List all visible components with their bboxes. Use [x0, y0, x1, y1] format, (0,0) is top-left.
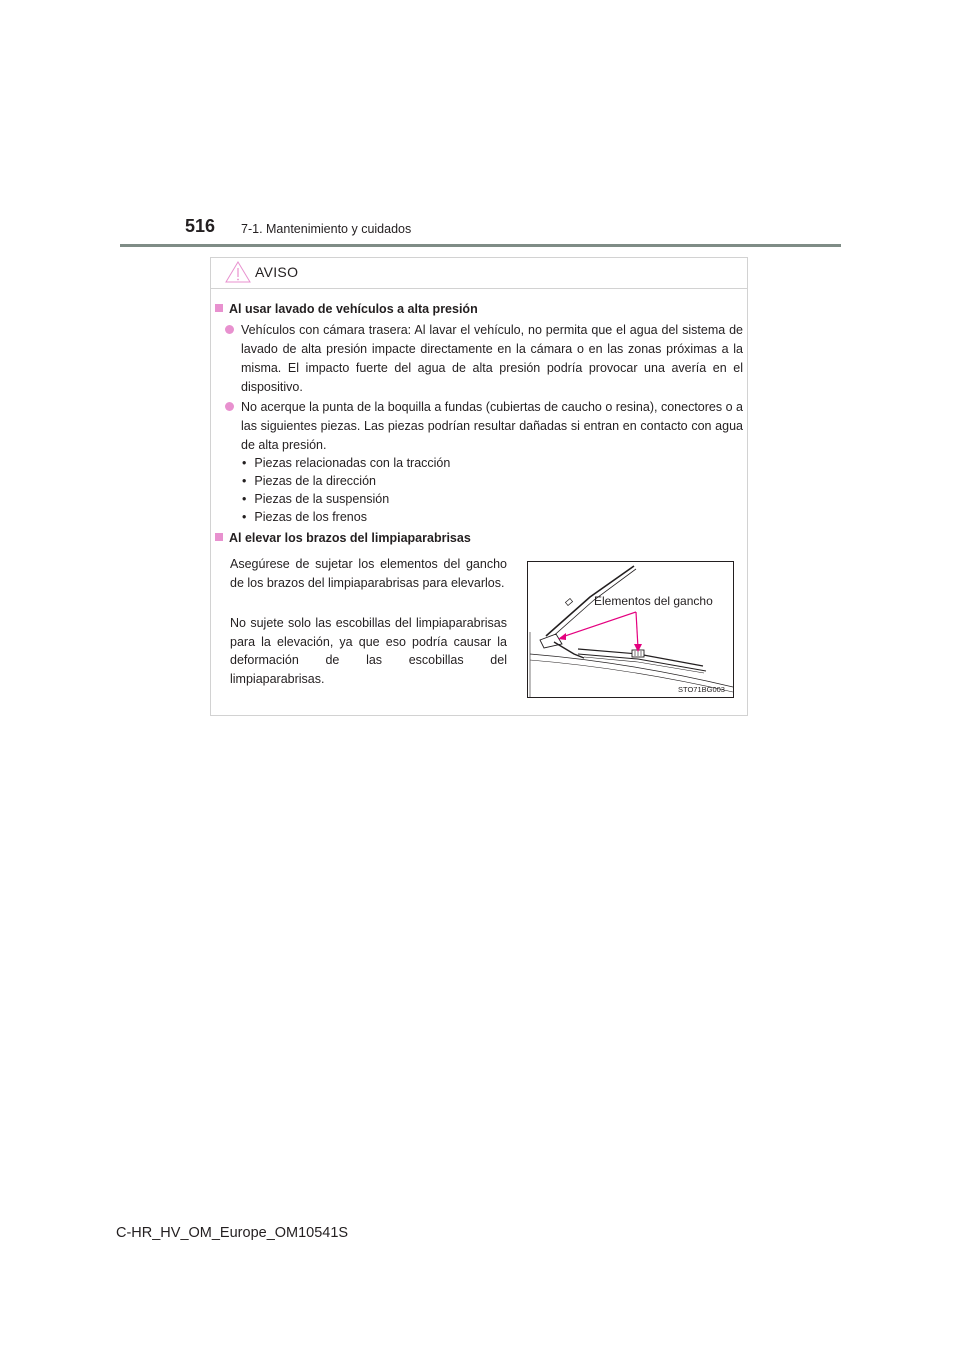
warning-label: AVISO	[255, 264, 299, 280]
figure-code: STO71BG003	[678, 685, 725, 694]
bullet-text: No acerque la punta de la boquilla a fundas (cubiertas de caucho o resina), conectores o a las siguientes piezas. Las piezas podrían resultar dañadas si entran en contacto con agua de alta presión.	[241, 400, 743, 452]
figure-callout: Elementos del gancho	[594, 594, 713, 608]
bullet-nozzle	[225, 398, 743, 455]
list-item: • Piezas de los frenos	[242, 508, 450, 526]
list-item: • Piezas de la suspensión	[242, 490, 450, 508]
warning-triangle-icon	[225, 261, 251, 288]
wiper-paragraph-1: Asegúrese de sujetar los elementos del gancho de los brazos del limpiaparabrisas para elevarlos.	[230, 557, 507, 590]
heading-square-icon	[215, 304, 223, 312]
heading-text: Al elevar los brazos del limpiaparabrisas	[229, 531, 471, 545]
bullet-dot-icon	[225, 325, 234, 334]
wiper-illustration	[528, 562, 733, 697]
list-item: • Piezas de la dirección	[242, 472, 450, 490]
warning-box	[210, 257, 748, 716]
section-heading-wiper	[215, 531, 471, 545]
footer-document-id: C-HR_HV_OM_Europe_OM10541S	[116, 1225, 349, 1241]
bullet-text: Vehículos con cámara trasera: Al lavar el vehículo, no permita que el agua del sistema de lavado de alta presión impacte directamente en la cámara o en las zonas próximas a la misma. El impacto fuerte del agua de alta presión podría provocar una avería en el dispositivo.	[241, 323, 743, 394]
warning-header	[211, 258, 747, 289]
wiper-paragraph-2: No sujete solo las escobillas del limpiaparabrisas para la elevación, ya que eso podría causar la deformación de las escobillas del limpiaparabrisas.	[230, 616, 507, 686]
bullet-dot-icon	[225, 402, 234, 411]
wiper-figure	[527, 561, 734, 698]
section-heading-pressure-wash	[215, 302, 478, 316]
heading-text: Al usar lavado de vehículos a alta presión	[229, 302, 478, 316]
header-rule	[120, 244, 841, 247]
section-title: 7-1. Mantenimiento y cuidados	[241, 222, 412, 236]
bullet-camera	[225, 321, 743, 397]
list-item: • Piezas relacionadas con la tracción	[242, 454, 450, 472]
heading-square-icon	[215, 533, 223, 541]
parts-list	[242, 454, 450, 526]
page-number: 516	[185, 216, 216, 236]
